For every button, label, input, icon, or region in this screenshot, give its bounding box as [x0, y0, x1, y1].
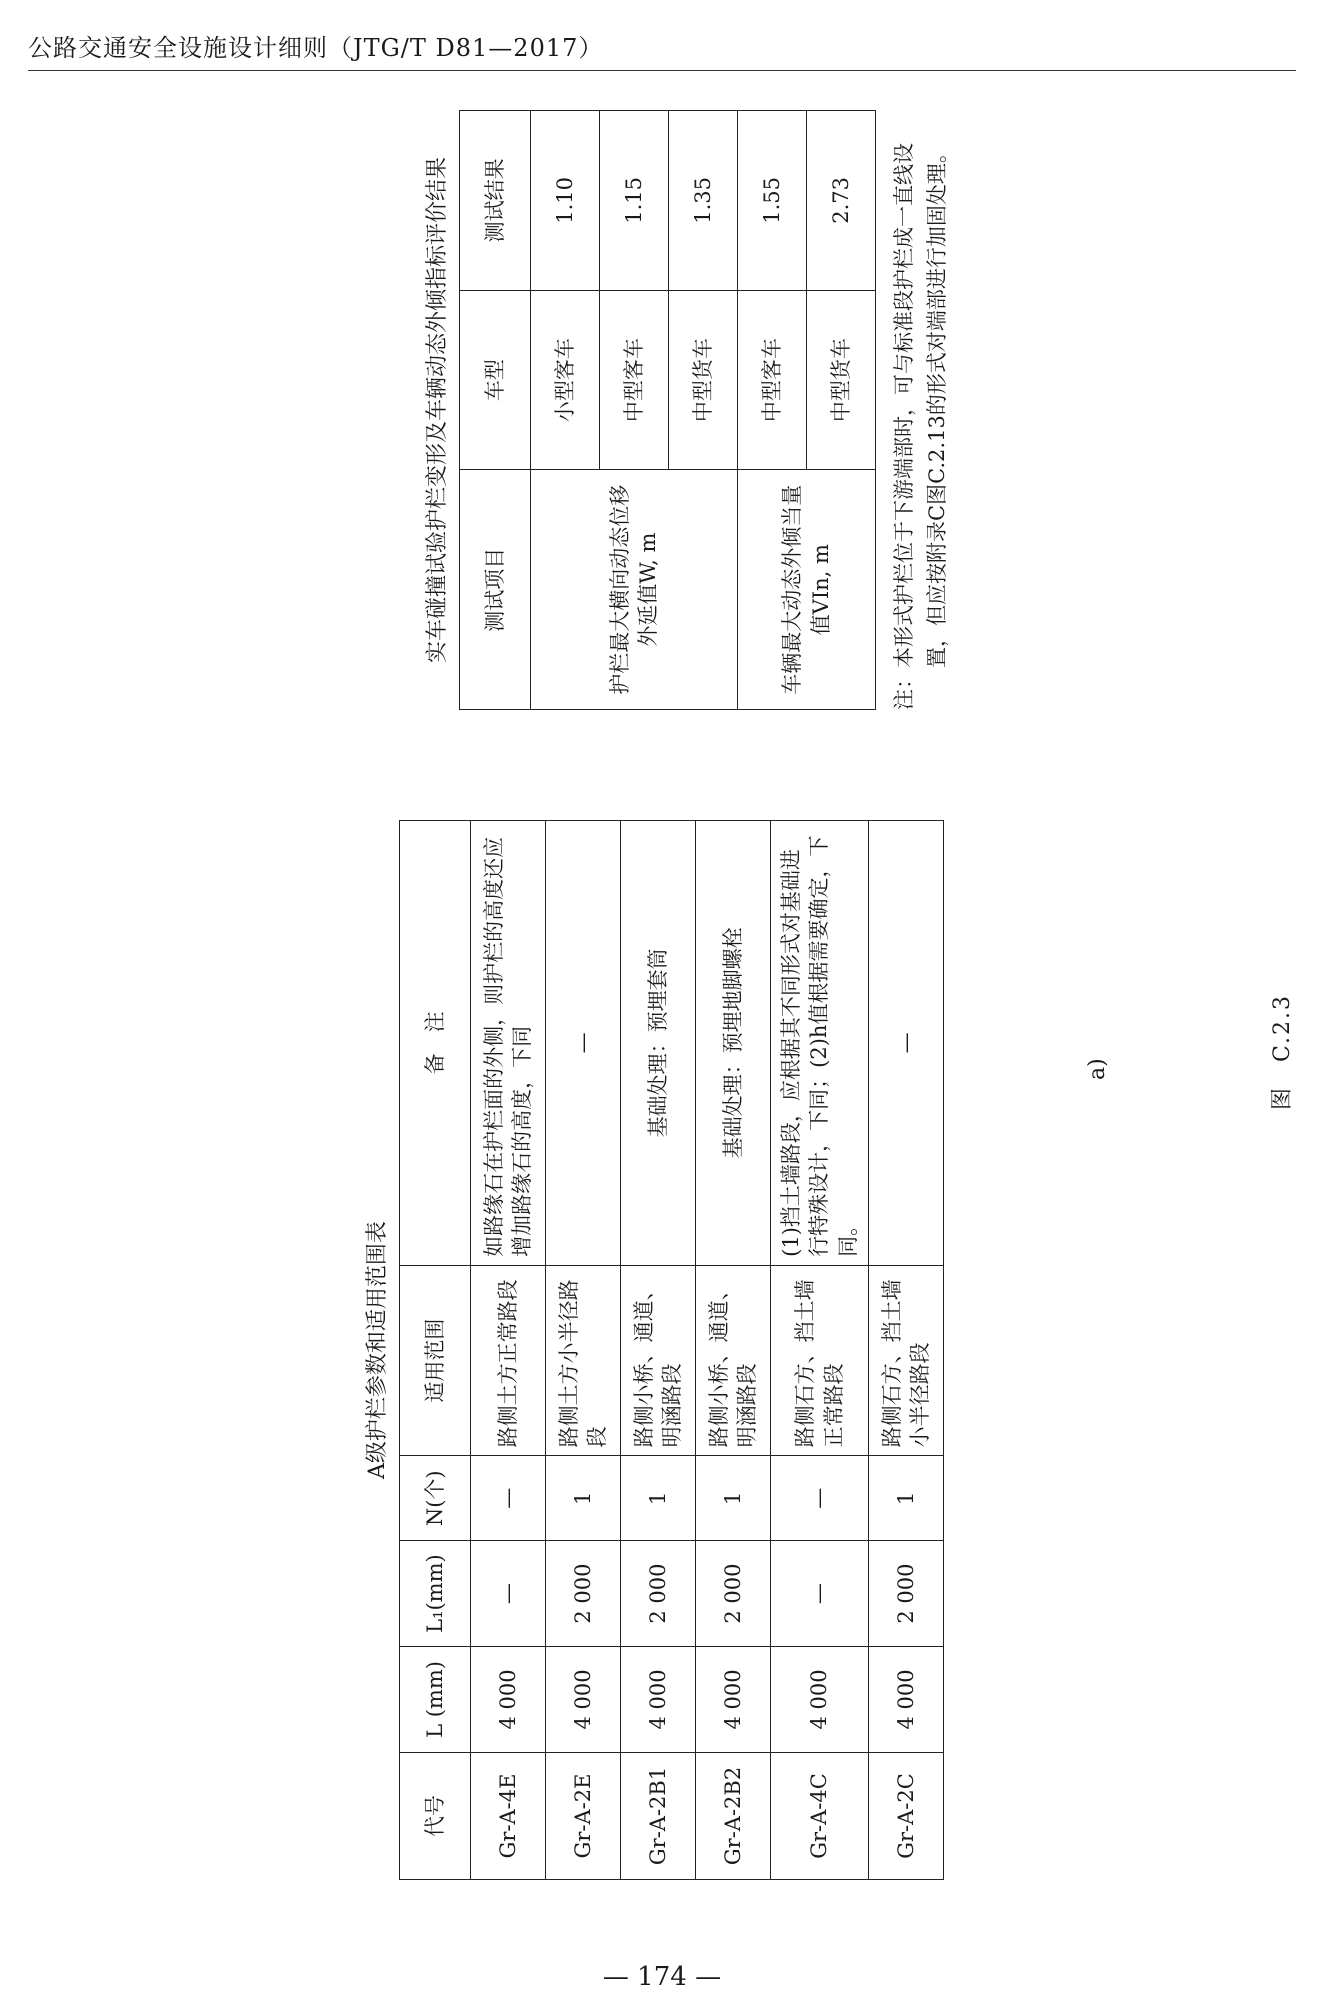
cell-n: 1	[546, 1456, 621, 1541]
cell-scope: 路侧石方、挡土墙正常路段	[771, 1265, 869, 1456]
cell-n: 1	[869, 1456, 944, 1541]
cell-test-result: 1.10	[531, 111, 600, 291]
cell-vehicle-type: 小型客车	[531, 290, 600, 470]
figure-caption-text: 图 C.2.3	[1270, 993, 1295, 1110]
cell-vehicle-type: 中型货车	[807, 290, 876, 470]
cell-remark: 基础处理：预埋地脚螺栓	[696, 821, 771, 1266]
cell-remark: —	[869, 821, 944, 1266]
cell-code: Gr-A-2E	[546, 1752, 621, 1879]
table-row	[471, 821, 546, 1880]
table-row	[546, 821, 621, 1880]
cell-code: Gr-A-4C	[771, 1752, 869, 1879]
cell-scope: 路侧小桥、通道、明涵路段	[696, 1265, 771, 1456]
cell-l1: 2 000	[696, 1541, 771, 1647]
cell-vehicle-type: 中型货车	[669, 290, 738, 470]
cell-remark: 基础处理：预埋套筒	[621, 821, 696, 1266]
page-number: — 174 —	[602, 1962, 722, 1992]
cell-scope: 路侧石方、挡土墙小半径路段	[869, 1265, 944, 1456]
col-test-item: 测试项目	[460, 470, 531, 710]
cell-l1: —	[471, 1541, 546, 1647]
table-title: A级护栏参数和适用范围表	[365, 1221, 390, 1479]
table-row	[771, 821, 869, 1880]
col-code: 代号	[400, 1752, 471, 1879]
col-l1: L₁(mm)	[400, 1541, 471, 1647]
cell-remark: 如路缘石在护栏面的外侧，则护栏的高度还应增加路缘石的高度，下同	[471, 821, 546, 1266]
cell-remark: —	[546, 821, 621, 1266]
crash-test-result-table-block	[420, 110, 953, 710]
cell-test-item: 车辆最大动态外倾当量值VIn, m	[738, 470, 876, 710]
col-scope: 适用范围	[400, 1265, 471, 1456]
cell-l: 4 000	[696, 1647, 771, 1753]
cell-remark: (1)挡土墙路段，应根据其不同形式对基础进行特殊设计，下同；(2)h值根据需要确定，下同。	[771, 821, 869, 1266]
cell-l1: 2 000	[869, 1541, 944, 1647]
table-row	[696, 821, 771, 1880]
cell-code: Gr-A-4E	[471, 1752, 546, 1879]
cell-n: 1	[621, 1456, 696, 1541]
figure-sublabel	[1085, 1020, 1110, 1080]
figure-caption	[1265, 970, 1296, 1110]
cell-test-result: 1.55	[738, 111, 807, 291]
table-header-row	[460, 111, 531, 710]
cell-scope: 路侧小桥、通道、明涵路段	[621, 1265, 696, 1456]
col-n: N(个)	[400, 1456, 471, 1541]
cell-vehicle-type: 中型客车	[738, 290, 807, 470]
cell-l: 4 000	[471, 1647, 546, 1753]
guardrail-parameter-table	[399, 820, 944, 1880]
cell-scope: 路侧土方小半径路段	[546, 1265, 621, 1456]
header-rule	[28, 70, 1296, 71]
cell-scope: 路侧土方正常路段	[471, 1265, 546, 1456]
cell-l: 4 000	[869, 1647, 944, 1753]
col-l: L (mm)	[400, 1647, 471, 1753]
table-row	[621, 821, 696, 1880]
col-remark: 备 注	[400, 821, 471, 1266]
table-row	[738, 111, 807, 710]
cell-test-item: 护栏最大横向动态位移外延值W, m	[531, 470, 738, 710]
cell-l1: —	[771, 1541, 869, 1647]
cell-l: 4 000	[546, 1647, 621, 1753]
running-header: 公路交通安全设施设计细则（JTG/T D81—2017）	[28, 34, 604, 62]
cell-code: Gr-A-2C	[869, 1752, 944, 1879]
table-header-row	[400, 821, 471, 1880]
cell-vehicle-type: 中型客车	[600, 290, 669, 470]
cell-test-result: 1.35	[669, 111, 738, 291]
table-row	[869, 821, 944, 1880]
table-title: 实车碰撞试验护栏变形及车辆动态外倾指标评价结果	[425, 157, 450, 664]
table-row	[531, 111, 600, 710]
cell-code: Gr-A-2B1	[621, 1752, 696, 1879]
col-test-result: 测试结果	[460, 111, 531, 291]
table-note: 注：本形式护栏位于下游端部时，可与标准段护栏成一直线设置，但应按附录C图C.2.13的形式对端部进行加固处理。	[892, 142, 949, 710]
guardrail-parameter-table-block	[360, 820, 944, 1880]
cell-n: —	[771, 1456, 869, 1541]
cell-n: —	[471, 1456, 546, 1541]
cell-l1: 2 000	[621, 1541, 696, 1647]
cell-l: 4 000	[621, 1647, 696, 1753]
cell-code: Gr-A-2B2	[696, 1752, 771, 1879]
cell-test-result: 1.15	[600, 111, 669, 291]
cell-l: 4 000	[771, 1647, 869, 1753]
cell-test-result: 2.73	[807, 111, 876, 291]
figure-sublabel-text: a)	[1085, 1058, 1110, 1080]
crash-test-result-table	[459, 110, 876, 710]
col-vehicle-type: 车型	[460, 290, 531, 470]
cell-n: 1	[696, 1456, 771, 1541]
cell-l1: 2 000	[546, 1541, 621, 1647]
